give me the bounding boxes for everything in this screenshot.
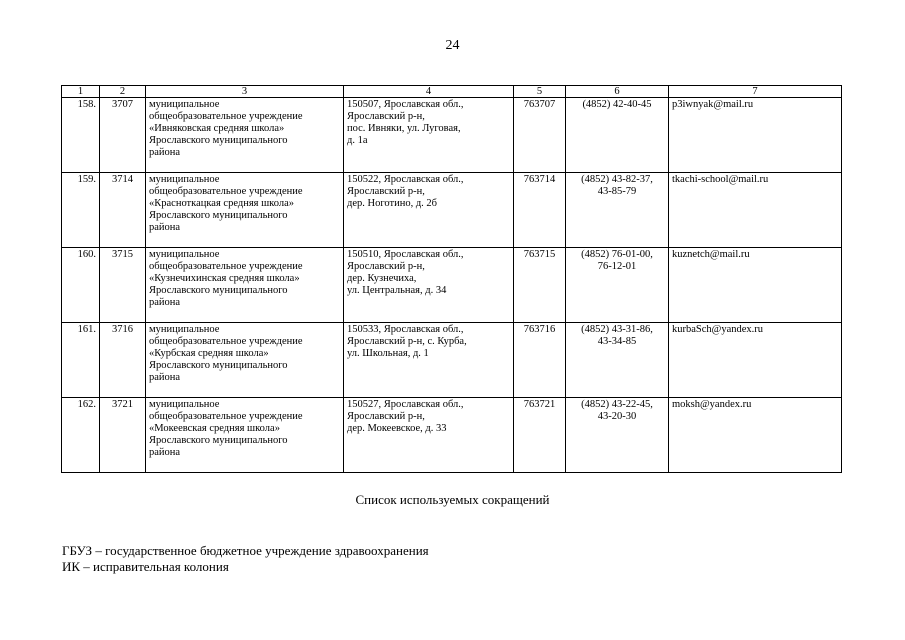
- institution-name: [146, 248, 344, 323]
- address-line: д. 1а: [347, 135, 368, 146]
- phone-numbers: [566, 248, 669, 323]
- abbreviation-item: ИК – исправительная колония: [62, 558, 229, 574]
- name-line: района: [149, 372, 181, 383]
- institution-address: [344, 173, 514, 248]
- phone-line: (4852) 43-31-86,: [581, 324, 653, 335]
- abbreviation-item: ГБУЗ – государственное бюджетное учреждение здравоохранения: [62, 543, 429, 558]
- institution-address: [344, 248, 514, 323]
- name-line: «Ивняковская средняя школа»: [149, 123, 285, 134]
- table-row: [62, 98, 842, 173]
- column-header: 7: [669, 86, 842, 98]
- phone-numbers: [566, 398, 669, 473]
- address-line: Ярославский р-н,: [347, 411, 425, 422]
- phone-line: (4852) 76-01-00,: [581, 249, 653, 260]
- phone-numbers: [566, 98, 669, 173]
- postal-index: 763716: [514, 323, 566, 398]
- address-line: ул. Центральная, д. 34: [347, 285, 447, 296]
- column-header: 6: [566, 86, 669, 98]
- row-number: 162.: [62, 398, 100, 473]
- table-header-row: [62, 86, 842, 98]
- address-line: дер. Мокеевское, д. 33: [347, 423, 447, 434]
- name-line: «Мокеевская средняя школа»: [149, 423, 280, 434]
- postal-index: 763714: [514, 173, 566, 248]
- column-header: 4: [344, 86, 514, 98]
- row-number: 160.: [62, 248, 100, 323]
- institution-name: [146, 323, 344, 398]
- postal-index: 763721: [514, 398, 566, 473]
- table-row: [62, 173, 842, 248]
- name-line: Ярославского муниципального: [149, 360, 288, 371]
- name-line: «Красноткацкая средняя школа»: [149, 198, 295, 209]
- phone-line: 76-12-01: [597, 261, 637, 272]
- table-row: [62, 398, 842, 473]
- name-line: муниципальное: [149, 324, 220, 335]
- address-line: ул. Школьная, д. 1: [347, 348, 429, 359]
- column-header: 1: [62, 86, 100, 98]
- institution-name: [146, 398, 344, 473]
- name-line: общеобразовательное учреждение: [149, 261, 303, 272]
- name-line: «Кузнечихинская средняя школа»: [149, 273, 300, 284]
- address-line: 150510, Ярославская обл.,: [347, 249, 464, 260]
- name-line: муниципальное: [149, 399, 220, 410]
- institution-address: [344, 323, 514, 398]
- name-line: района: [149, 297, 181, 308]
- address-line: 150527, Ярославская обл.,: [347, 399, 464, 410]
- abbreviations-list: [62, 543, 429, 574]
- institution-code: 3714: [100, 173, 146, 248]
- postal-index: 763707: [514, 98, 566, 173]
- row-number: 159.: [62, 173, 100, 248]
- institution-code: 3716: [100, 323, 146, 398]
- row-number: 158.: [62, 98, 100, 173]
- row-number: 161.: [62, 323, 100, 398]
- institution-code: 3715: [100, 248, 146, 323]
- phone-line: (4852) 42-40-45: [582, 99, 652, 110]
- phone-line: 43-20-30: [597, 411, 637, 422]
- email-address: tkachi-school@mail.ru: [669, 173, 842, 248]
- name-line: района: [149, 147, 181, 158]
- institution-code: 3707: [100, 98, 146, 173]
- address-line: Ярославский р-н,: [347, 111, 425, 122]
- abbreviations-title: Список используемых сокращений: [355, 492, 550, 507]
- name-line: общеобразовательное учреждение: [149, 336, 303, 347]
- email-address: p3iwnyak@mail.ru: [669, 98, 842, 173]
- institution-address: [344, 398, 514, 473]
- phone-line: 43-85-79: [597, 186, 637, 197]
- email-address: moksh@yandex.ru: [669, 398, 842, 473]
- phone-numbers: [566, 173, 669, 248]
- column-header: 5: [514, 86, 566, 98]
- name-line: общеобразовательное учреждение: [149, 411, 303, 422]
- email-address: kurbaSch@yandex.ru: [669, 323, 842, 398]
- name-line: «Курбская средняя школа»: [149, 348, 269, 359]
- name-line: Ярославского муниципального: [149, 435, 288, 446]
- column-header: 2: [100, 86, 146, 98]
- address-line: Ярославский р-н, с. Курба,: [347, 336, 467, 347]
- name-line: общеобразовательное учреждение: [149, 111, 303, 122]
- phone-line: 43-34-85: [597, 336, 637, 347]
- name-line: района: [149, 222, 181, 233]
- address-line: 150522, Ярославская обл.,: [347, 174, 464, 185]
- name-line: Ярославского муниципального: [149, 135, 288, 146]
- name-line: муниципальное: [149, 249, 220, 260]
- name-line: муниципальное: [149, 99, 220, 110]
- name-line: Ярославского муниципального: [149, 285, 288, 296]
- institution-name: [146, 98, 344, 173]
- address-line: Ярославский р-н,: [347, 261, 425, 272]
- address-line: Ярославский р-н,: [347, 186, 425, 197]
- institutions-table: [61, 85, 842, 473]
- address-line: дер. Кузнечиха,: [347, 273, 417, 284]
- name-line: муниципальное: [149, 174, 220, 185]
- phone-numbers: [566, 323, 669, 398]
- institution-address: [344, 98, 514, 173]
- name-line: Ярославского муниципального: [149, 210, 288, 221]
- table-row: [62, 248, 842, 323]
- email-address: kuznetch@mail.ru: [669, 248, 842, 323]
- institution-code: 3721: [100, 398, 146, 473]
- phone-line: (4852) 43-82-37,: [581, 174, 653, 185]
- address-line: 150507, Ярославская обл.,: [347, 99, 464, 110]
- institution-name: [146, 173, 344, 248]
- address-line: 150533, Ярославская обл.,: [347, 324, 464, 335]
- name-line: района: [149, 447, 181, 458]
- name-line: общеобразовательное учреждение: [149, 186, 303, 197]
- address-line: пос. Ивняки, ул. Луговая,: [347, 123, 461, 134]
- address-line: дер. Ноготино, д. 2б: [347, 198, 438, 209]
- page-number: 24: [445, 38, 460, 53]
- postal-index: 763715: [514, 248, 566, 323]
- table-row: [62, 323, 842, 398]
- column-header: 3: [146, 86, 344, 98]
- phone-line: (4852) 43-22-45,: [581, 399, 653, 410]
